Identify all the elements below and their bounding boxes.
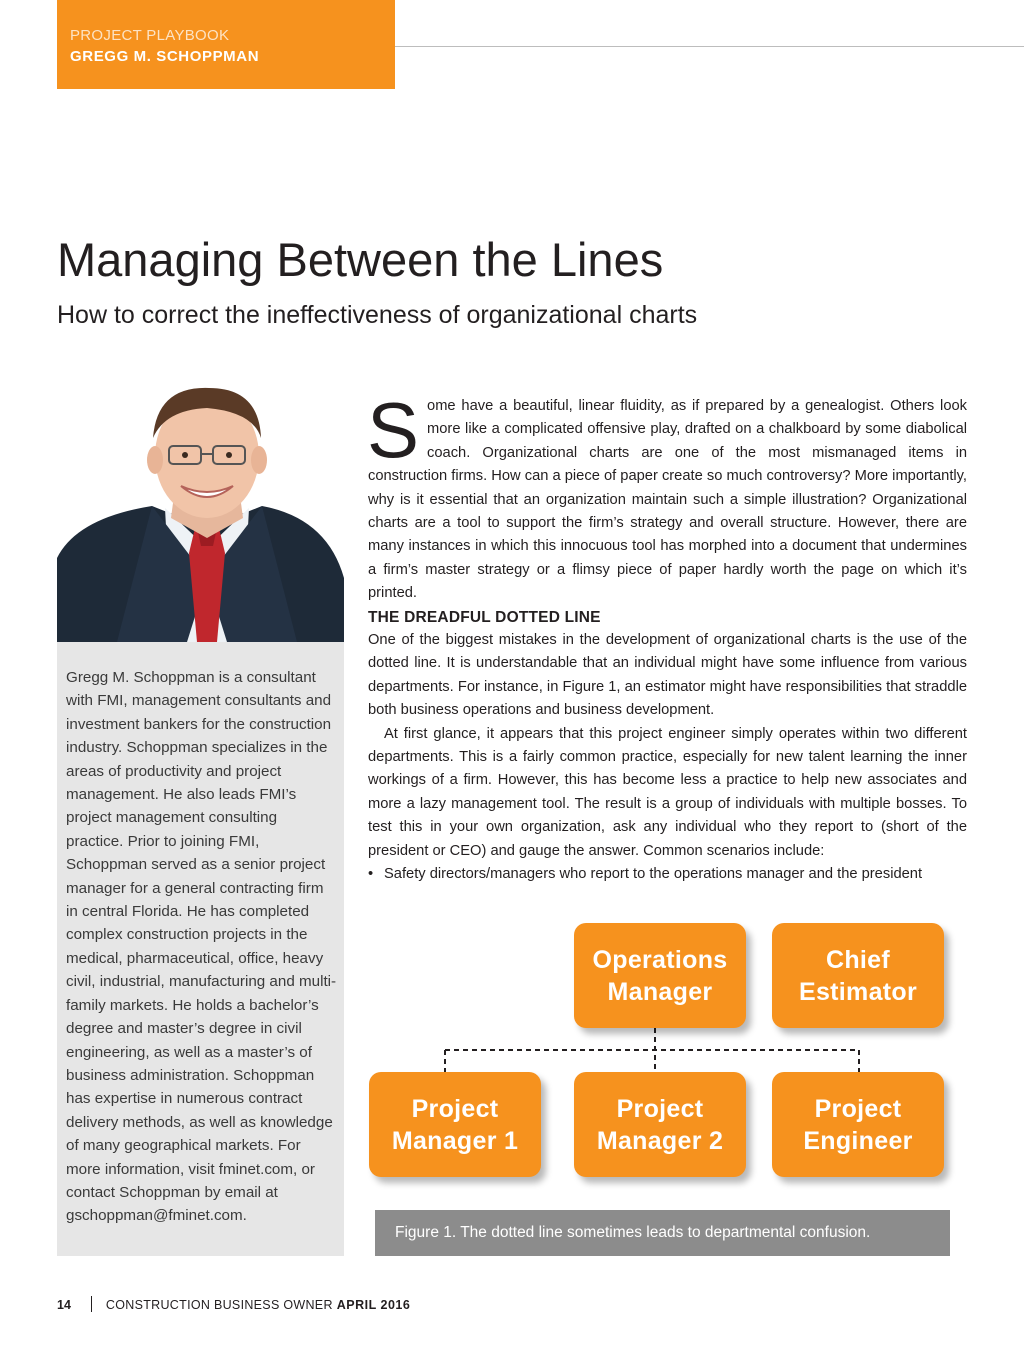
box-label-line: Operations — [592, 945, 728, 974]
box-chief-estimator — [772, 923, 944, 1028]
body-paragraph-1: One of the biggest mistakes in the development of organizational charts is the use of the dotted line. It is understandable that an individual might have some influence from various departments. For instance, in Figure 1, an estimator might have responsibilities that straddle both business operations and business development. — [368, 632, 967, 719]
box-project-manager-2 — [574, 1072, 746, 1177]
author-byline: GREGG M. SCHOPPMAN — [70, 48, 260, 65]
page-footer — [57, 1296, 410, 1312]
section-body — [368, 629, 967, 886]
section-tab — [57, 0, 395, 89]
body-paragraph-2: At first glance, it appears that this project engineer simply operates within two different departments. This is a fairly common practice, especially for new talent learning the inner workings of a firm. However, this has become less a practice to help new associates and more a lazy management tool. The result is a group of individuals with multiple bosses. To test this in your own organization, ask any individual who they report to (short of the president or CEO) and gauge the answer. Common scenarios include: — [368, 725, 967, 859]
box-label-line: Chief — [825, 945, 890, 974]
section-heading: THE DREADFUL DOTTED LINE — [368, 609, 601, 626]
box-project-engineer — [772, 1072, 944, 1177]
figure-caption: Figure 1. The dotted line sometimes leads to departmental confusion. — [375, 1210, 950, 1256]
article-title: Managing Between the Lines — [57, 233, 664, 286]
box-label-line: Engineer — [803, 1126, 913, 1155]
article-subtitle: How to correct the ineffectiveness of organizational charts — [57, 301, 698, 329]
author-portrait — [57, 378, 344, 642]
author-bio: Gregg M. Schoppman is a consultant with FMI, management consultants and investment bankers for the construction industry. Schoppman specializes in the areas of productivity and project management. He also leads FMI’s project management consulting practice. Prior to joining FMI, Schoppman served as a senior project manager for a general contracting firm in central Florida. He has completed complex construction projects in the medical, pharmaceutical, office, heavy civil, industrial, manufacturing and multi-family markets. He holds a bachelor’s degree and master’s degree in civil engineering, as well as a master’s of business administration. Schoppman has expertise in numerous contract delivery methods, as well as knowledge of many geographical markets. For more information, visit fminet.com, or contact Schoppman by email at gschoppman@fminet.com. — [66, 669, 337, 1225]
drop-cap: S — [367, 386, 420, 474]
box-label-line: Manager 2 — [596, 1126, 724, 1155]
box-project-manager-1 — [369, 1072, 541, 1177]
page-number: 14 — [57, 1298, 71, 1312]
bullet-item: • Safety directors/managers who report to the operations manager and the president — [368, 863, 967, 886]
footer-divider — [91, 1296, 92, 1312]
box-label-line: Project — [411, 1094, 499, 1123]
box-label-line: Manager — [607, 977, 713, 1006]
box-label-line: Estimator — [798, 977, 917, 1006]
box-operations-manager — [574, 923, 746, 1028]
portrait-illustration — [57, 378, 344, 642]
figure-org-chart — [368, 920, 958, 1260]
section-label: PROJECT PLAYBOOK — [70, 27, 230, 44]
box-label-line: Project — [616, 1094, 704, 1123]
issue-date: APRIL 2016 — [336, 1298, 411, 1312]
header-rule — [395, 46, 1024, 47]
intro-text: ome have a beautiful, linear fluidity, as if prepared by a genealogist. Others look more like a complicated offensive play, drafted on a chalkboard by some diabolical coach. Organizational charts are one of the most mismanaged items in construction firms. How can a piece of paper create so much controversy? More importantly, why is it essential that an organization maintain such a simple illustration? Organizational charts are a tool to support the firm’s strategy and overall structure. However, there are many instances in which this innocuous tool has morphed into a document that undermines a firm’s master strategy or a flimsy piece of paper hardly worth the page on which it’s printed. — [368, 398, 967, 602]
intro-paragraph — [367, 386, 967, 606]
author-bio-box — [57, 642, 344, 1256]
box-label-line: Project — [814, 1094, 902, 1123]
magazine-name: CONSTRUCTION BUSINESS OWNER — [105, 1298, 333, 1312]
box-label-line: Manager 1 — [391, 1126, 519, 1155]
